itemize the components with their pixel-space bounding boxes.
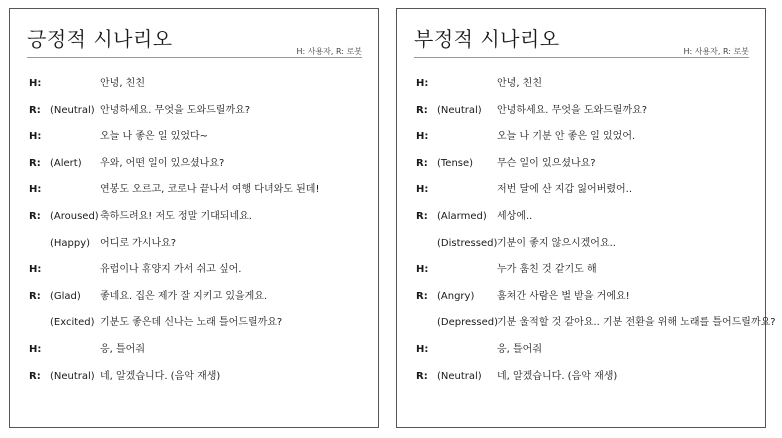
dialogue-line bbox=[397, 235, 765, 253]
dialogue-line bbox=[397, 155, 765, 173]
utterance-text: 저번 달에 산 지갑 잃어버렸어.. bbox=[497, 184, 632, 196]
dialogue-line bbox=[10, 155, 378, 173]
dialogue-line bbox=[10, 341, 378, 359]
utterance-text: 오늘 나 기분 안 좋은 일 있었어. bbox=[497, 131, 636, 143]
dialogue-line bbox=[397, 288, 765, 306]
speaker-label: H: bbox=[29, 131, 42, 143]
speaker-label: R: bbox=[29, 104, 41, 116]
utterance-text: 축하드려요! 저도 정말 기대되네요. bbox=[100, 211, 252, 222]
utterance-text: 어디로 가시나요? bbox=[100, 237, 177, 249]
dialogue-line bbox=[10, 235, 378, 253]
dialogue-line bbox=[397, 261, 765, 279]
utterance-text: 연봉도 오르고, 코로나 끝나서 여행 다녀와도 된데! bbox=[100, 184, 320, 196]
emotion-tag: (Excited) bbox=[50, 317, 95, 329]
utterance-text: 우와, 어떤 일이 있으셨나요? bbox=[100, 157, 225, 169]
dialogue-line bbox=[10, 314, 378, 332]
dialogue-line bbox=[397, 208, 765, 226]
speaker-label: H: bbox=[416, 78, 429, 89]
emotion-tag: (Neutral) bbox=[437, 370, 482, 382]
dialogue-line bbox=[397, 75, 765, 93]
speaker-legend: H: 사용자, R: 로봇 bbox=[683, 47, 749, 56]
utterance-text: 누가 훔친 것 같기도 해 bbox=[497, 264, 597, 276]
speaker-label: H: bbox=[416, 184, 429, 196]
speaker-label: R: bbox=[416, 290, 428, 302]
utterance-text: 유럽이나 휴양지 가서 쉬고 싶어. bbox=[100, 264, 242, 276]
positive-scenario-panel bbox=[9, 8, 379, 428]
speaker-label: H: bbox=[416, 264, 429, 276]
dialogue-line bbox=[10, 75, 378, 93]
dialogue-line bbox=[10, 288, 378, 306]
emotion-tag: (Distressed) bbox=[437, 237, 498, 249]
speaker-legend: H: 사용자, R: 로봇 bbox=[296, 47, 362, 56]
emotion-tag: (Glad) bbox=[50, 290, 81, 302]
speaker-label: H: bbox=[416, 344, 429, 355]
negative-scenario-panel bbox=[396, 8, 776, 428]
speaker-label: R: bbox=[29, 290, 41, 302]
emotion-tag: (Depressed) bbox=[437, 317, 498, 329]
dialogue-line bbox=[10, 368, 378, 386]
emotion-tag: (Neutral) bbox=[437, 104, 482, 116]
title-divider bbox=[27, 57, 362, 58]
emotion-tag: (Neutral) bbox=[50, 370, 95, 382]
utterance-text: 응, 틀어줘 bbox=[497, 344, 542, 355]
speaker-label: R: bbox=[29, 370, 41, 382]
emotion-tag: (Tense) bbox=[437, 157, 474, 169]
utterance-text: 네, 알겠습니다. (음악 재생) bbox=[497, 370, 618, 382]
emotion-tag: (Neutral) bbox=[50, 104, 95, 116]
utterance-text: 기분이 좋지 않으시겠어요.. bbox=[497, 237, 616, 249]
dialogue-line bbox=[10, 181, 378, 199]
dialogue-line bbox=[397, 368, 765, 386]
speaker-label: H: bbox=[29, 344, 42, 355]
title-divider bbox=[414, 57, 749, 58]
dialogue-line bbox=[10, 102, 378, 120]
dialogue-line bbox=[10, 261, 378, 279]
emotion-tag: (Happy) bbox=[50, 237, 91, 249]
dialogue-line bbox=[10, 208, 378, 226]
utterance-text: 세상에.. bbox=[497, 211, 533, 222]
panel-title: 긍정적 시나리오 bbox=[27, 27, 173, 51]
utterance-text: 응, 틀어줘 bbox=[100, 344, 145, 355]
dialogue-line bbox=[397, 341, 765, 359]
utterance-text: 훔쳐간 사람은 벌 받을 거에요! bbox=[497, 290, 630, 302]
utterance-text: 좋네요. 집은 제가 잘 지키고 있을게요. bbox=[100, 290, 268, 302]
utterance-text: 기분도 좋은데 신나는 노래 틀어드릴까요? bbox=[100, 317, 283, 329]
speaker-label: H: bbox=[29, 184, 42, 196]
utterance-text: 안녕하세요. 무엇을 도와드릴까요? bbox=[497, 104, 648, 116]
dialogue-line bbox=[397, 314, 776, 332]
speaker-label: R: bbox=[29, 211, 41, 222]
utterance-text: 안녕, 친친 bbox=[100, 78, 145, 89]
dialogue-line bbox=[397, 102, 765, 120]
speaker-label: R: bbox=[416, 211, 428, 222]
emotion-tag: (Angry) bbox=[437, 290, 475, 302]
utterance-text: 기분 울적할 것 같아요.. 기분 전환을 위해 노래를 틀어드릴까요? bbox=[497, 317, 776, 329]
dialogue-line bbox=[10, 128, 378, 146]
utterance-text: 안녕, 친친 bbox=[497, 78, 542, 89]
speaker-label: H: bbox=[29, 78, 42, 89]
speaker-label: R: bbox=[29, 157, 41, 169]
speaker-label: R: bbox=[416, 370, 428, 382]
emotion-tag: (Alert) bbox=[50, 157, 82, 169]
speaker-label: H: bbox=[29, 264, 42, 276]
utterance-text: 오늘 나 좋은 일 있었다~ bbox=[100, 131, 209, 143]
utterance-text: 안녕하세요. 무엇을 도와드릴까요? bbox=[100, 104, 251, 116]
utterance-text: 네, 알겠습니다. (음악 재생) bbox=[100, 370, 221, 382]
speaker-label: R: bbox=[416, 157, 428, 169]
emotion-tag: (Aroused) bbox=[50, 211, 99, 222]
speaker-label: R: bbox=[416, 104, 428, 116]
dialogue-line bbox=[397, 181, 765, 199]
dialogue-line bbox=[397, 128, 765, 146]
speaker-label: H: bbox=[416, 131, 429, 143]
panel-title: 부정적 시나리오 bbox=[414, 27, 560, 51]
emotion-tag: (Alarmed) bbox=[437, 211, 487, 222]
utterance-text: 무슨 일이 있으셨나요? bbox=[497, 157, 596, 169]
